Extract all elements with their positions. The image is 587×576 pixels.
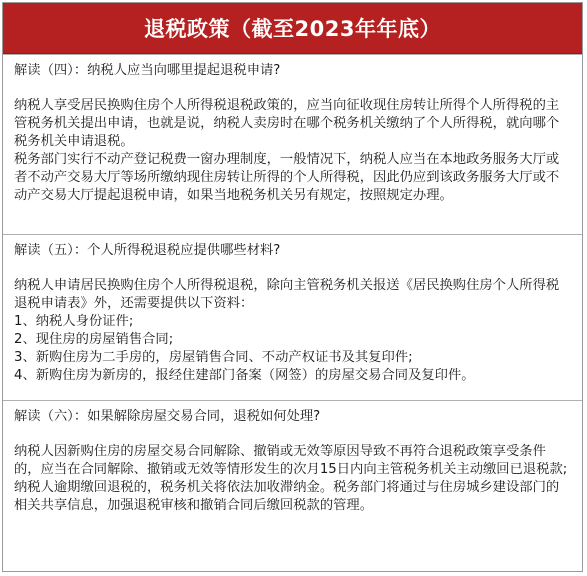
section-interpretation-4	[3, 54, 582, 234]
section-question: 解读（四）：纳税人应当向哪里提起退税申请?	[14, 63, 281, 78]
list-item: 1、纳税人身份证件;	[14, 314, 134, 329]
section-paragraph: 纳税人因新购住房的房屋交易合同解除、撤销或无效等原因导致不再符合退税政策享受条件的，应当在合同解除、撤销或无效等情形发生的次月15日内向主管税务机关主动缴回已退税款;	[14, 444, 568, 477]
section-paragraph: 税务部门实行不动产登记税费一窗办理制度，一般情况下，纳税人应当在本地政务服务大厅或者不动产交易大厅等场所缴纳现住房转让所得的个人所得税，因此仍应到该政务服务大厅或不动产交易大厅提起退税申请，如果当地税务机关另有规定，按照规定办理。	[14, 152, 560, 203]
section-paragraph: 纳税人逾期缴回退税的，税务机关将依法加收滞纳金。税务部门将通过与住房城乡建设部门的相关共享信息，加强退税审核和撤销合同后缴回税款的管理。	[14, 480, 560, 513]
section-paragraph: 纳税人申请居民换购住房个人所得税退税，除向主管税务机关报送《居民换购住房个人所得税退税申请表》外，还需要提供以下资料：	[14, 278, 560, 311]
section-question: 解读（六）：如果解除房屋交易合同，退税如何处理?	[14, 409, 321, 424]
list-item: 3、新购住房为二手房的，房屋销售合同、不动产权证书及其复印件;	[14, 350, 413, 365]
section-interpretation-6	[3, 400, 582, 571]
section-question: 解读（五）：个人所得税退税应提供哪些材料?	[14, 243, 281, 258]
policy-card	[2, 2, 583, 572]
section-interpretation-5	[3, 234, 582, 400]
list-item: 4、新购住房为新房的，报经住建部门备案（网签）的房屋交易合同及复印件。	[14, 368, 475, 383]
list-item: 2、现住房的房屋销售合同;	[14, 332, 174, 347]
section-paragraph: 纳税人享受居民换购住房个人所得税退税政策的，应当向征收现住房转让所得个人所得税的主管税务机关提出申请，也就是说，纳税人卖房时在哪个税务机关缴纳了个人所得税，就向哪个税务机关申请退税。	[14, 98, 560, 149]
page-title: 退税政策（截至2023年年底）	[3, 3, 582, 54]
